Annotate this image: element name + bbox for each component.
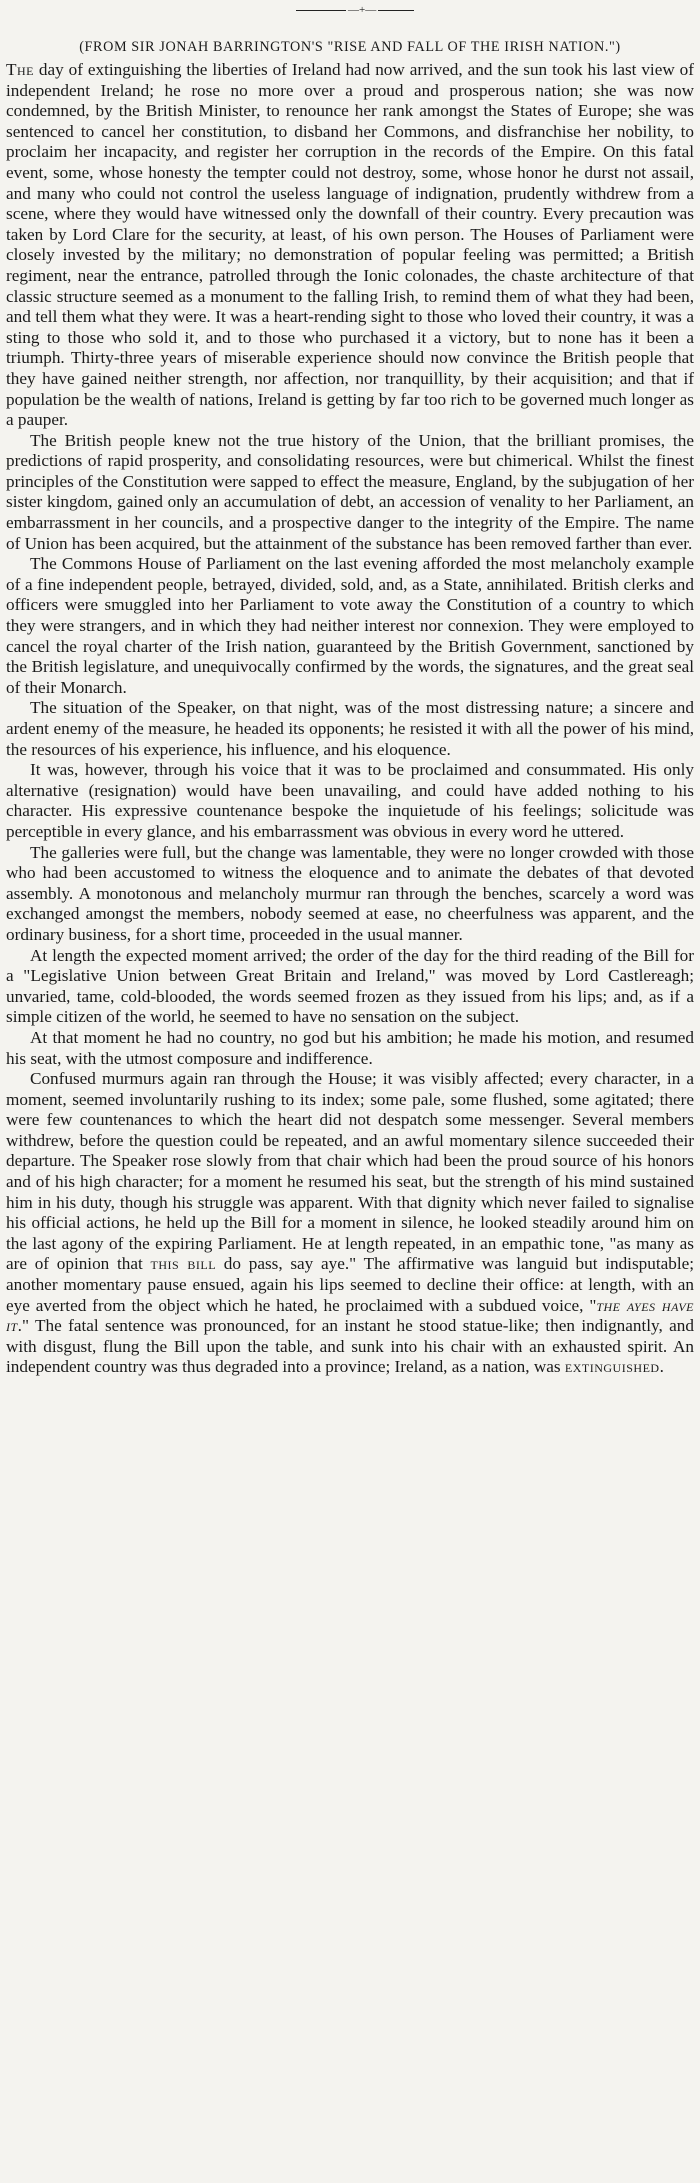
lead-word: The [6, 60, 34, 79]
ayes-have-it: the ayes have it [6, 1295, 694, 1336]
paragraph-1 [6, 60, 694, 431]
extinguished: extinguished [564, 1357, 660, 1377]
paragraph-1-text: day of extinguishing the liberties of Ireland had now arrived, and the sun took his last view of independent Ireland; he rose no more over a proud and prosperous nation; she was now condemned, by the British Minister, to renounce her rank amongst the States of Europe; she was sentenced to cancel her constitution, to disband her Commons, and disfranchise her nobility, to proclaim her incapacity, and register her corruption in the records of the Empire. On this fatal event, some, whose honesty the tempter could not destroy, some, whose honor he durst not assail, and many who could not control the useless language of indignation, prudently withdrew from a scene, where they would have witnessed only the downfall of their country. Every precaution was taken by Lord Clare for the security, at least, of his own person. The Houses of Parliament were closely invested by the military; no demonstration of popular feeling was permitted; a British regiment, near the entrance, patrolled through the Ionic colonades, the chaste architecture of that classic structure seemed as a monument to the falling Irish, to remind them of what they had been, and tell them what they were. It was a heart-rending sight to those who loved their country, it was a sting to those who sold it, and to those who purchased it a victory, but to none has it been a triumph. Thirty-three years of miserable experience should now convince the British people that they have gained neither strength, nor affection, nor tranquillity, by their acquisition; and that if population be the wealth of nations, Ireland is getting by far too rich to be governed much longer as a pauper. [6, 60, 694, 430]
ornament-mark: —+— [348, 4, 377, 16]
this-bill: this bill [150, 1254, 217, 1274]
paragraph-9-text-2: do pass, say aye." The affirmative was languid but indisputable; another momentary pause ensued, again his lips seemed to decline their office: at length, with an eye averted from the object which he hated, he proclaimed with a subdued voice, " [6, 1254, 695, 1315]
paragraph-4: The situation of the Speaker, on that night, was of the most distressing nature; a sincere and ardent enemy of the measure, he headed its opponents; he resisted it with all the power of his mind, the resources of his experience, his influence, and his eloquence. [6, 698, 694, 759]
paragraph-5: It was, however, through his voice that it was to be proclaimed and consummated. His only alternative (resignation) would have been unavailing, and could have added nothing to his character. His expressive countenance bespoke the inquietude of his feelings; solicitude was perceptible in every glance, and his embarrassment was obvious in every word he uttered. [6, 760, 694, 841]
paragraph-9-text: Confused murmurs again ran through the House; it was visibly affected; every character, in a moment, seemed involuntarily rushing to its index; some pale, some flushed, some agitated; there were few countenances to which the heart did not despatch some messenger. Several members withdrew, before the question could be repeated, and an awful momentary silence succeeded their departure. The Speaker rose slowly from that chair which had been the proud source of his honors and of his high character; for a moment he resumed his seat, but the strength of his mind sustained him in his duty, though his struggle was apparent. With that dignity which never failed to signalise his official actions, he held up the Bill for a moment in silence, he looked steadily around him on the last agony of the expiring Parliament. He at length repeated, in an empathic tone, "as many as are of opinion that [6, 1069, 694, 1274]
paragraph-2: The British people knew not the true history of the Union, that the brilliant promises, the predictions of rapid prosperity, and consolidating resources, were but chimerical. Whilst the finest principles of the Constitution were sapped to effect the measure, England, by the subjugation of her sister kingdom, gained only an accumulation of debt, an accession of venality to her Parliament, an embarrassment in her councils, and a prospective danger to the integrity of the Empire. The name of Union has been acquired, but the attainment of the substance has been removed farther than ever. [6, 430, 694, 553]
paragraph-9-text-3: ." The fatal sentence was pronounced, for an instant he stood statue-like; then indignantly, and with disgust, flung the Bill upon the table, and sunk into his chair with an exhausted spirit. An independent country was thus degraded into a province; Ireland, as a nation, was [6, 1316, 694, 1377]
ornament-rule [6, 4, 694, 18]
paragraph-9-text-4: . [659, 1357, 664, 1377]
article-heading: (FROM SIR JONAH BARRINGTON'S "RISE AND FALL OF THE IRISH NATION.") [79, 39, 621, 55]
paragraph-3: The Commons House of Parliament on the last evening afforded the most melancholy example of a fine independent people, betrayed, divided, sold, and, as a State, annihilated. British clerks and officers were smuggled into her Parliament to vote away the Constitution of a country to which they were strangers, and in which they had neither interest nor connexion. They were employed to cancel the royal charter of the Irish nation, guaranteed by the British Government, sanctioned by the British legislature, and unequivocally confirmed by the words, the signatures, and the great seal of their Monarch. [6, 554, 694, 697]
paragraph-6: The galleries were full, but the change was lamentable, they were no longer crowded with those who had been accustomed to witness the eloquence and to animate the debates of that devoted assembly. A monotonous and melancholy murmur ran through the benches, scarcely a word was exchanged amongst the members, nobody seemed at ease, no cheerfulness was apparent, and the ordinary business, for a short time, proceeded in the usual manner. [6, 842, 694, 944]
paragraph-8: At that moment he had no country, no god but his ambition; he made his motion, and resumed his seat, with the utmost composure and indifference. [6, 1027, 694, 1068]
paragraph-9 [6, 1069, 694, 1378]
paragraph-7: At length the expected moment arrived; the order of the day for the third reading of the Bill for a "Legislative Union between Great Britain and Ireland," was moved by Lord Castlereagh; unvaried, tame, cold-blooded, the words seemed frozen as they issued from his lips; and, as if a simple citizen of the world, he seemed to have no sensation on the subject. [6, 945, 694, 1027]
